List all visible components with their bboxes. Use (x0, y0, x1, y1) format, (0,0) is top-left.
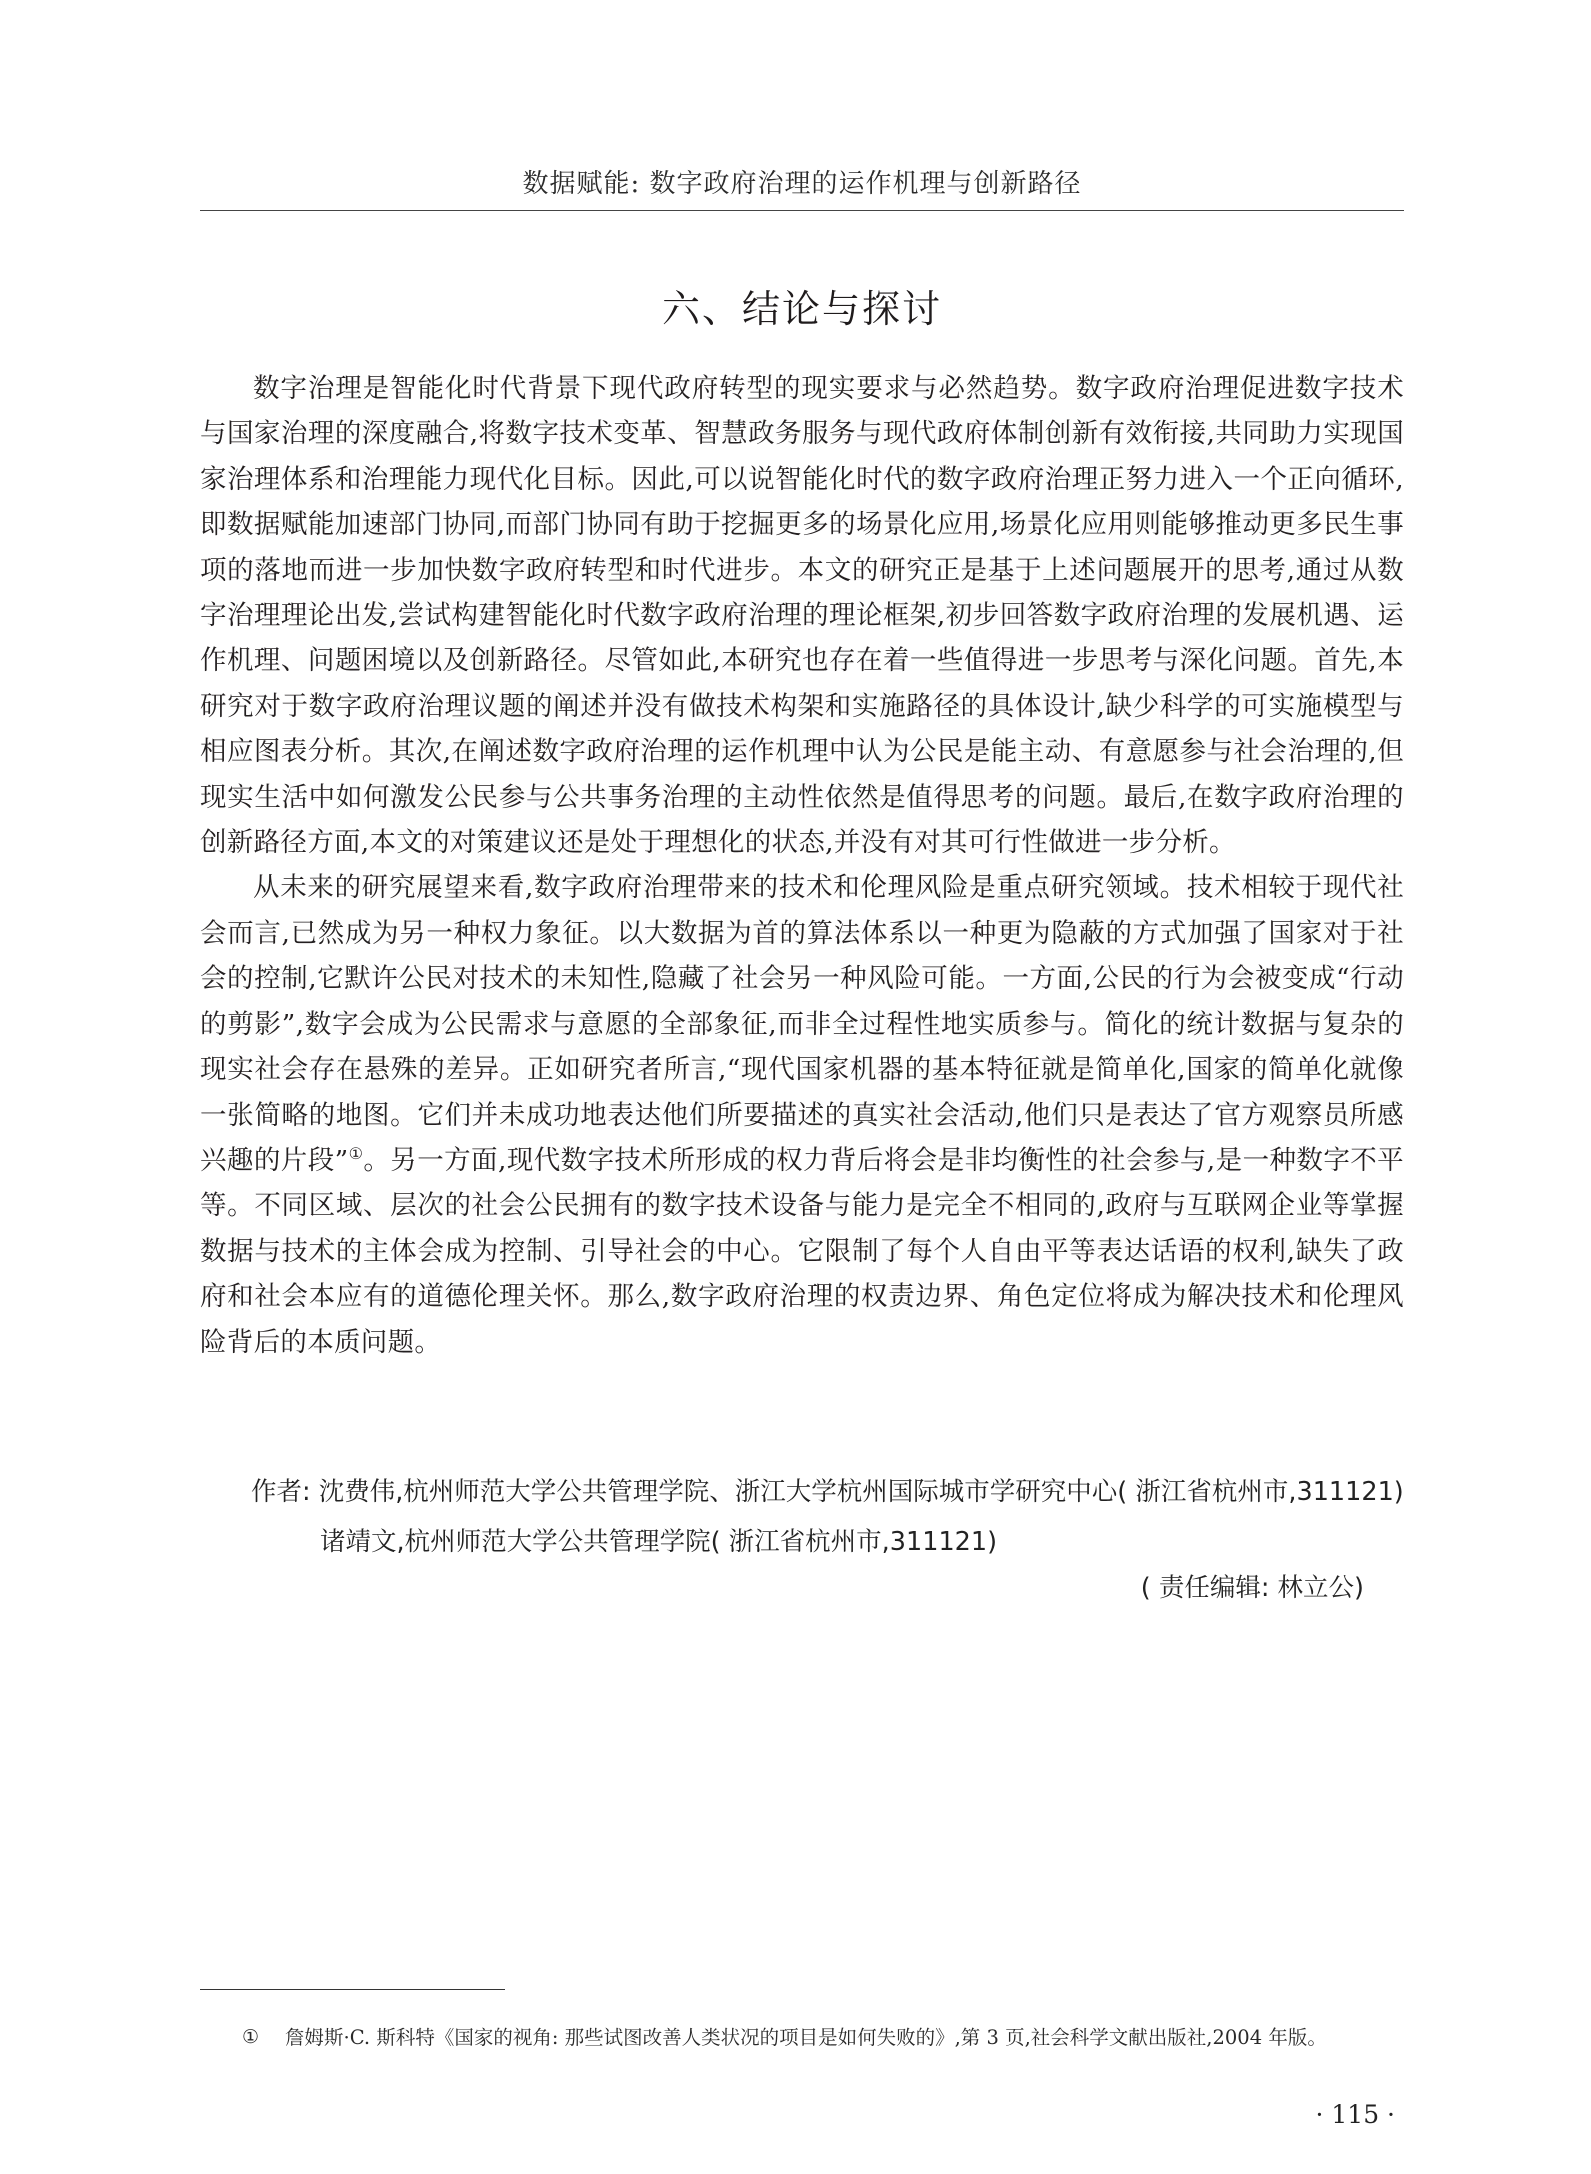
footnote-mark: ① (242, 2026, 260, 2048)
author-line-2: 诸靖文,杭州师范大学公共管理学院( 浙江省杭州市,311121) (320, 1527, 998, 1557)
body-text (200, 366, 1404, 1365)
editor-line: ( 责任编辑: 林立公) (1140, 1573, 1364, 1603)
paragraph-2-part-1: 从未来的研究展望来看,数字政府治理带来的技术和伦理风险是重点研究领域。技术相较于现代社会而言,已然成为另一种权力象征。以大数据为首的算法体系以一种更为隐蔽的方式加强了国家对于社会的控制,它默许公民对技术的未知性,隐藏了社会另一种风险可能。一方面,公民的行为会被变成“行动的剪影”,数字会成为公民需求与意愿的全部象征,而非全过程性地实质参与。简化的统计数据与复杂的现实社会存在悬殊的差异。正如研究者所言,“现代国家机器的基本特征就是简单化,国家的简单化就像一张简略的地图。它们并未成功地表达他们所要描述的真实社会活动,他们只是表达了官方观察员所感兴趣的片段” (200, 872, 1404, 1176)
author-block (200, 1470, 1404, 1610)
footnote-reference[interactable]: ① (348, 1144, 364, 1164)
footnote-text: 詹姆斯·C. 斯科特《国家的视角: 那些试图改善人类状况的项目是如何失败的》,第 3 页,社会科学文献出版社,2004 年版。 (285, 2026, 1327, 2049)
footnote (242, 2021, 1405, 2054)
section-title: 六、结论与探讨 (661, 287, 942, 331)
footnote-rule (200, 1989, 505, 1990)
page-number: · 115 · (1315, 2100, 1395, 2129)
paragraph-2-part-2: 。另一方面,现代数字技术所形成的权力背后将会是非均衡性的社会参与,是一种数字不平等。不同区域、层次的社会公民拥有的数字技术设备与能力是完全不相同的,政府与互联网企业等掌握数据与技术的主体会成为控制、引导社会的中心。它限制了每个人自由平等表达话语的权利,缺失了政府和社会本应有的道德伦理关怀。那么,数字政府治理的权责边界、角色定位将成为解决技术和伦理风险背后的本质问题。 (200, 1144, 1404, 1358)
paragraph-2 (200, 865, 1404, 1364)
author-line-1: 作者: 沈费伟,杭州师范大学公共管理学院、浙江大学杭州国际城市学研究中心( 浙江省杭州市,311121) (251, 1477, 1404, 1507)
running-header: 数据赋能: 数字政府治理的运作机理与创新路径 (522, 169, 1082, 199)
header-rule (200, 210, 1404, 211)
paragraph-1: 数字治理是智能化时代背景下现代政府转型的现实要求与必然趋势。数字政府治理促进数字技术与国家治理的深度融合,将数字技术变革、智慧政务服务与现代政府体制创新有效衔接,共同助力实现国家治理体系和治理能力现代化目标。因此,可以说智能化时代的数字政府治理正努力进入一个正向循环,即数据赋能加速部门协同,而部门协同有助于挖掘更多的场景化应用,场景化应用则能够推动更多民生事项的落地而进一步加快数字政府转型和时代进步。本文的研究正是基于上述问题展开的思考,通过从数字治理理论出发,尝试构建智能化时代数字政府治理的理论框架,初步回答数字政府治理的发展机遇、运作机理、问题困境以及创新路径。尽管如此,本研究也存在着一些值得进一步思考与深化问题。首先,本研究对于数字政府治理议题的阐述并没有做技术构架和实施路径的具体设计,缺少科学的可实施模型与相应图表分析。其次,在阐述数字政府治理的运作机理中认为公民是能主动、有意愿参与社会治理的,但现实生活中如何激发公民参与公共事务治理的主动性依然是值得思考的问题。最后,在数字政府治理的创新路径方面,本文的对策建议还是处于理想化的状态,并没有对其可行性做进一步分析。 (200, 373, 1404, 859)
